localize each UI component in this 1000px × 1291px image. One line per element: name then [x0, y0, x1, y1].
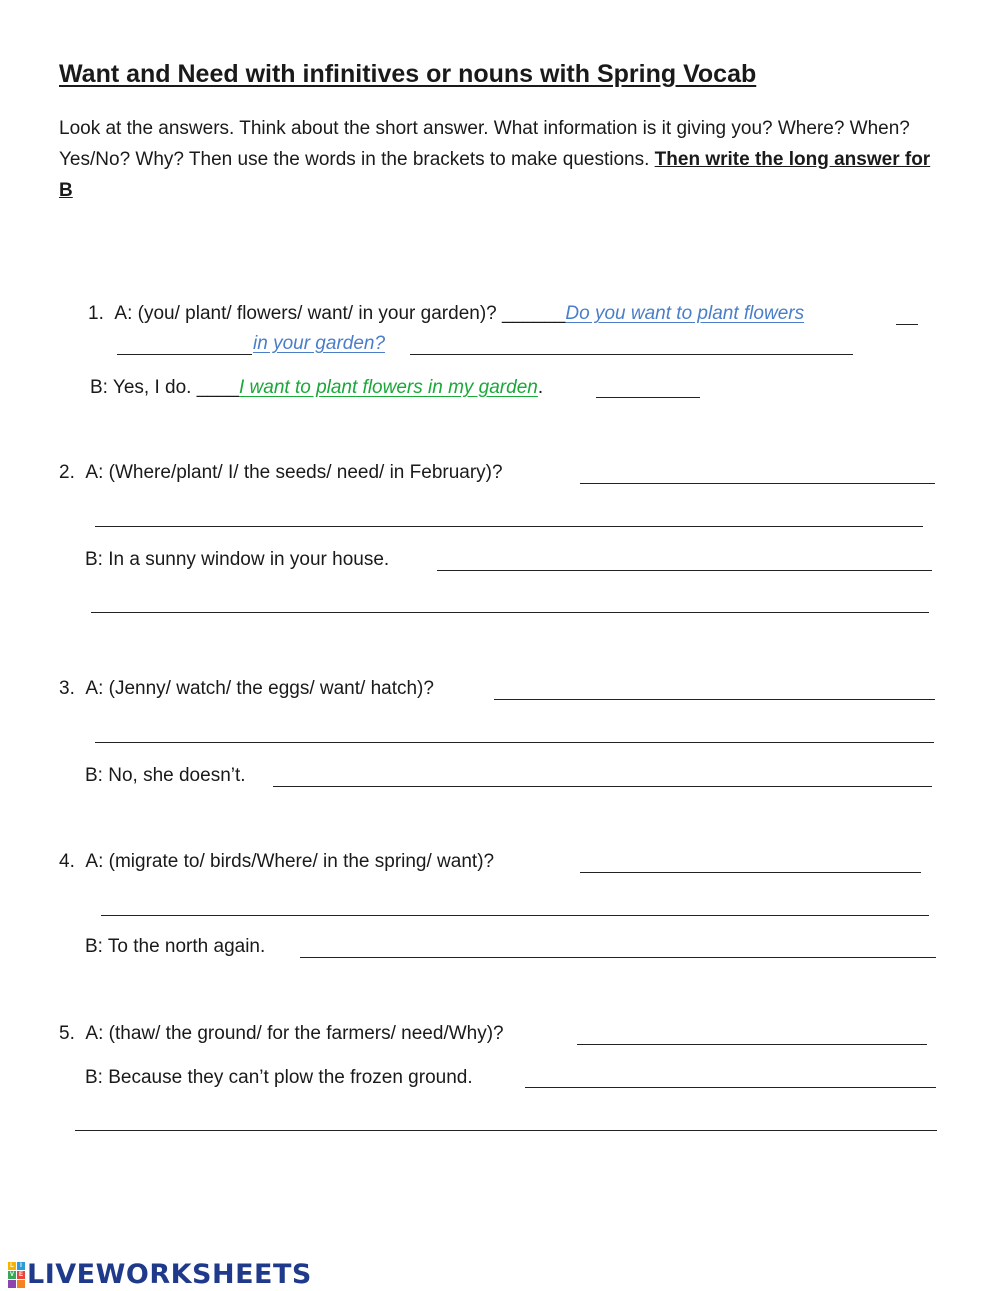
q1-a-line-end [896, 324, 918, 325]
logo-cell [17, 1280, 25, 1288]
q4-b-prompt: B: To the north again. [85, 936, 266, 957]
q5-a-row [59, 1021, 504, 1047]
q3-number: 3. [59, 678, 75, 699]
q4-a-line[interactable] [580, 872, 921, 873]
instructions [59, 113, 939, 206]
q1-a-line-fill[interactable] [410, 354, 853, 355]
q3-a-line-2[interactable] [95, 742, 934, 743]
q3-a-prompt: A: (Jenny/ watch/ the eggs/ want/ hatch)? [85, 678, 434, 699]
instructions-text: Look at the answers. Think about the short answer. What information is it giving you? Where? When? Yes/No? Why? Then use the words in the brackets to make questions. [59, 118, 910, 170]
q4-b-row [85, 934, 265, 960]
q3-b-line[interactable] [273, 786, 932, 787]
q1-a-answer-part1[interactable]: Do you want to plant flowers [565, 303, 805, 324]
q5-a-line[interactable] [577, 1044, 927, 1045]
q5-b-line[interactable] [525, 1087, 936, 1088]
q2-b-prompt: B: In a sunny window in your house. [85, 549, 390, 570]
q4-number: 4. [59, 851, 75, 872]
q3-a-row [59, 676, 434, 702]
worksheet-title: Want and Need with infinitives or nouns with Spring Vocab [59, 60, 757, 88]
logo-cell: L [8, 1262, 16, 1270]
q1-b-answer[interactable]: I want to plant flowers in my garden [238, 377, 538, 398]
q4-a-row [59, 849, 494, 875]
q4-b-line[interactable] [300, 957, 936, 958]
q1-a-row2 [253, 331, 385, 357]
q5-number: 5. [59, 1023, 75, 1044]
q2-b-line[interactable] [437, 570, 932, 571]
logo-cell: E [18, 1271, 23, 1278]
q3-a-line[interactable] [494, 699, 935, 700]
q1-b-prompt: B: Yes, I do. ____ [90, 377, 239, 398]
q1-b-end: . [537, 377, 544, 398]
q4-a-prompt: A: (migrate to/ birds/Where/ in the spring/ want)? [85, 851, 495, 872]
logo-cell: V [9, 1271, 14, 1278]
q3-b-prompt: B: No, she doesn’t. [85, 765, 246, 786]
liveworksheets-logo[interactable] [8, 1259, 312, 1290]
q1-number: 1. [88, 303, 104, 324]
q1-a-line-start [117, 354, 252, 355]
logo-text: LIVEWORKSHEETS [27, 1259, 312, 1290]
logo-grid-icon [8, 1262, 25, 1288]
q1-a-row [88, 301, 804, 327]
q2-b-row [85, 547, 389, 573]
q2-a-line-2[interactable] [95, 526, 923, 527]
q4-a-line-2[interactable] [101, 915, 929, 916]
q2-a-line[interactable] [580, 483, 935, 484]
logo-cell: I [17, 1262, 25, 1270]
q5-b-prompt: B: Because they can’t plow the frozen ground. [85, 1067, 473, 1088]
q2-b-line-2[interactable] [91, 612, 929, 613]
q1-a-prompt: A: (you/ plant/ flowers/ want/ in your garden)? ______ [114, 303, 566, 324]
q1-a-answer-part2[interactable]: in your garden? [253, 333, 386, 354]
q5-b-line-2[interactable] [75, 1130, 937, 1131]
q2-number: 2. [59, 462, 75, 483]
q5-a-prompt: A: (thaw/ the ground/ for the farmers/ need/Why)? [85, 1023, 504, 1044]
q5-b-row [85, 1065, 473, 1091]
q3-b-row [85, 763, 246, 789]
instructions-bold: Then write the long answer for B [59, 149, 931, 201]
q2-a-prompt: A: (Where/plant/ I/ the seeds/ need/ in February)? [85, 462, 503, 483]
q2-a-row [59, 460, 503, 486]
logo-cell [8, 1280, 16, 1288]
q1-b-line-end [596, 397, 700, 398]
q1-b-row [90, 375, 543, 401]
